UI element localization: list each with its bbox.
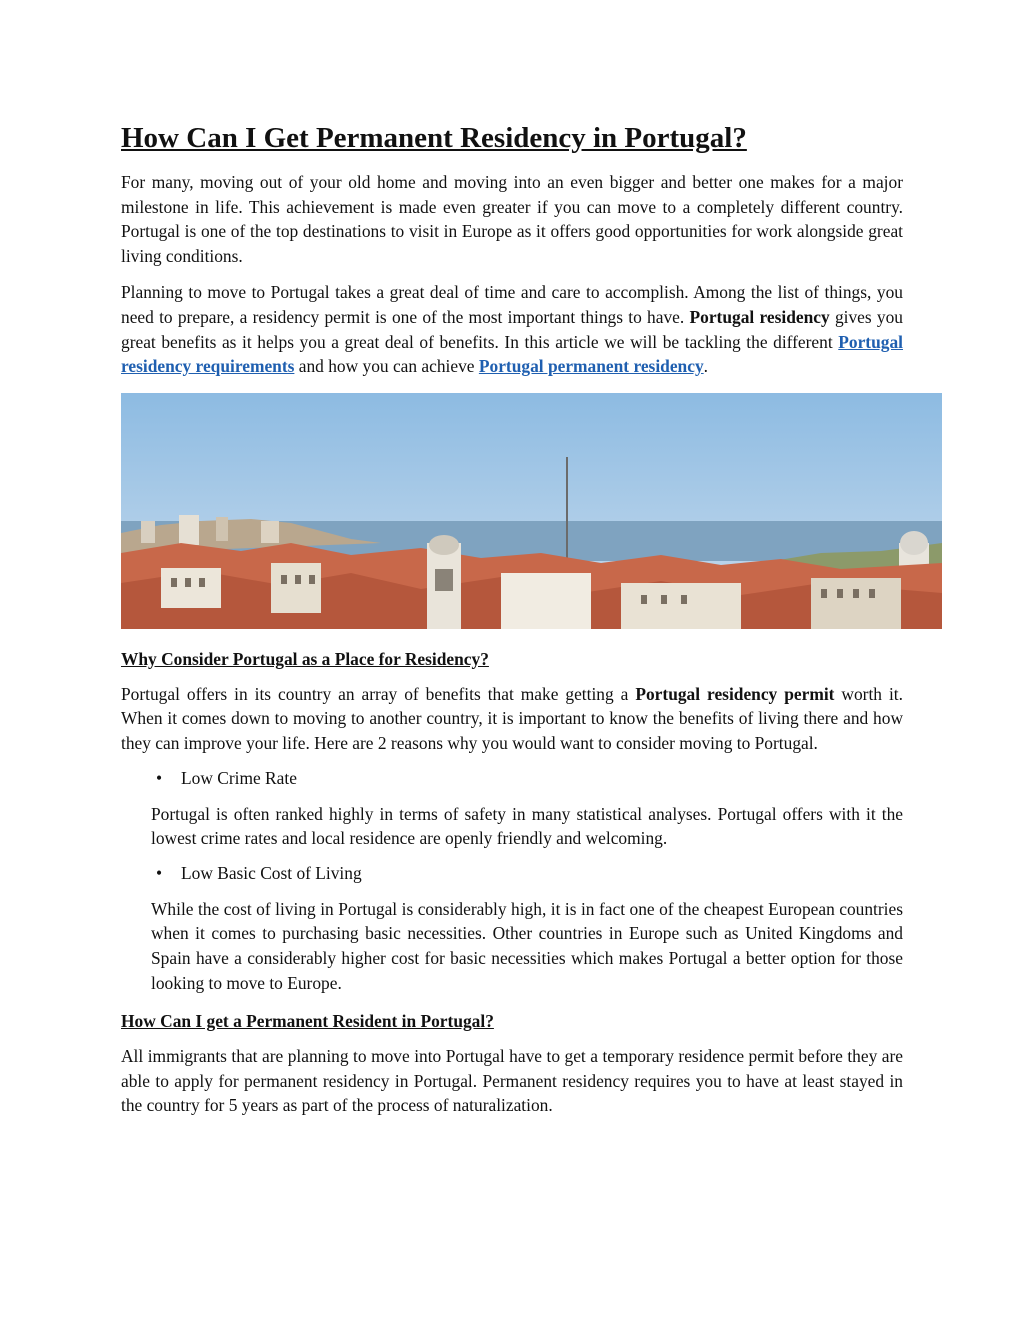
bullet-icon: •: [156, 862, 163, 883]
lisbon-rooftops-photo: [121, 393, 942, 629]
residency-permit-bold: Portugal residency permit: [635, 683, 835, 704]
planning-paragraph: [121, 280, 903, 378]
list-item: [121, 861, 903, 885]
residency-requirements-link[interactable]: Portugal residency requirements: [121, 331, 903, 377]
benefits-text-1: Portugal offers in its country an array of benefits that make getting a: [121, 683, 636, 704]
portugal-residency-bold: Portugal residency: [689, 306, 830, 327]
planning-text-2: gives you great benefits as it helps you a great deal of benefits. In this article we will be tackling the different: [121, 306, 903, 352]
intro-paragraph: For many, moving out of your old home and moving into an even bigger and better one makes for a major milestone in life. This achievement is made even greater if you can move to a completely different country. Portugal is one of the top destinations to visit in Europe as it offers good opportunities for work alongside great living conditions.: [121, 172, 903, 266]
bullet-icon: •: [156, 767, 163, 788]
section-heading-permanent-resident: How Can I get a Permanent Resident in Portugal?: [121, 1011, 494, 1032]
permanent-residency-link[interactable]: Portugal permanent residency: [478, 356, 704, 377]
cost-of-living-paragraph: While the cost of living in Portugal is considerably high, it is in fact one of the cheapest European countries when it comes to purchasing basic necessities. Other countries in Europe such as United Kingdoms and Spain have a considerably higher cost for basic necessities which makes Portugal a better option for those looking to move to Europe.: [151, 898, 903, 993]
low-crime-paragraph: Portugal is often ranked highly in terms of safety in many statistical analyses. Portugal offers with it the lowest crime rates and local residence are openly friendly and welcoming.: [151, 803, 903, 849]
list-item: [121, 766, 903, 790]
article: [121, 118, 903, 1118]
planning-text-end: .: [703, 356, 708, 377]
planning-text-3: and how you can achieve: [294, 356, 479, 377]
page-title: How Can I Get Permanent Residency in Portugal?: [121, 122, 747, 154]
permanent-resident-paragraph: All immigrants that are planning to move into Portugal have to get a temporary residence permit before they are able to apply for permanent residency in Portugal. Permanent residency requires you to have at least stayed in the country for 5 years as part of the process of naturalization.: [121, 1046, 903, 1116]
bullet-label-cost-of-living: Low Basic Cost of Living: [181, 862, 362, 883]
planning-text-1: Planning to move to Portugal takes a great deal of time and care to accomplish. Among the list of things, you need to prepare, a residency permit is one of the most important things to have.: [121, 282, 903, 327]
benefits-text-2: worth it. When it comes down to moving to another country, it is important to know the benefits of living there and how they can improve your life. Here are 2 reasons why you would want to consider moving to Portugal.: [121, 683, 903, 753]
section-heading-why-portugal: Why Consider Portugal as a Place for Residency?: [121, 648, 489, 669]
bullet-label-low-crime: Low Crime Rate: [181, 767, 297, 788]
benefits-paragraph: [121, 682, 903, 756]
